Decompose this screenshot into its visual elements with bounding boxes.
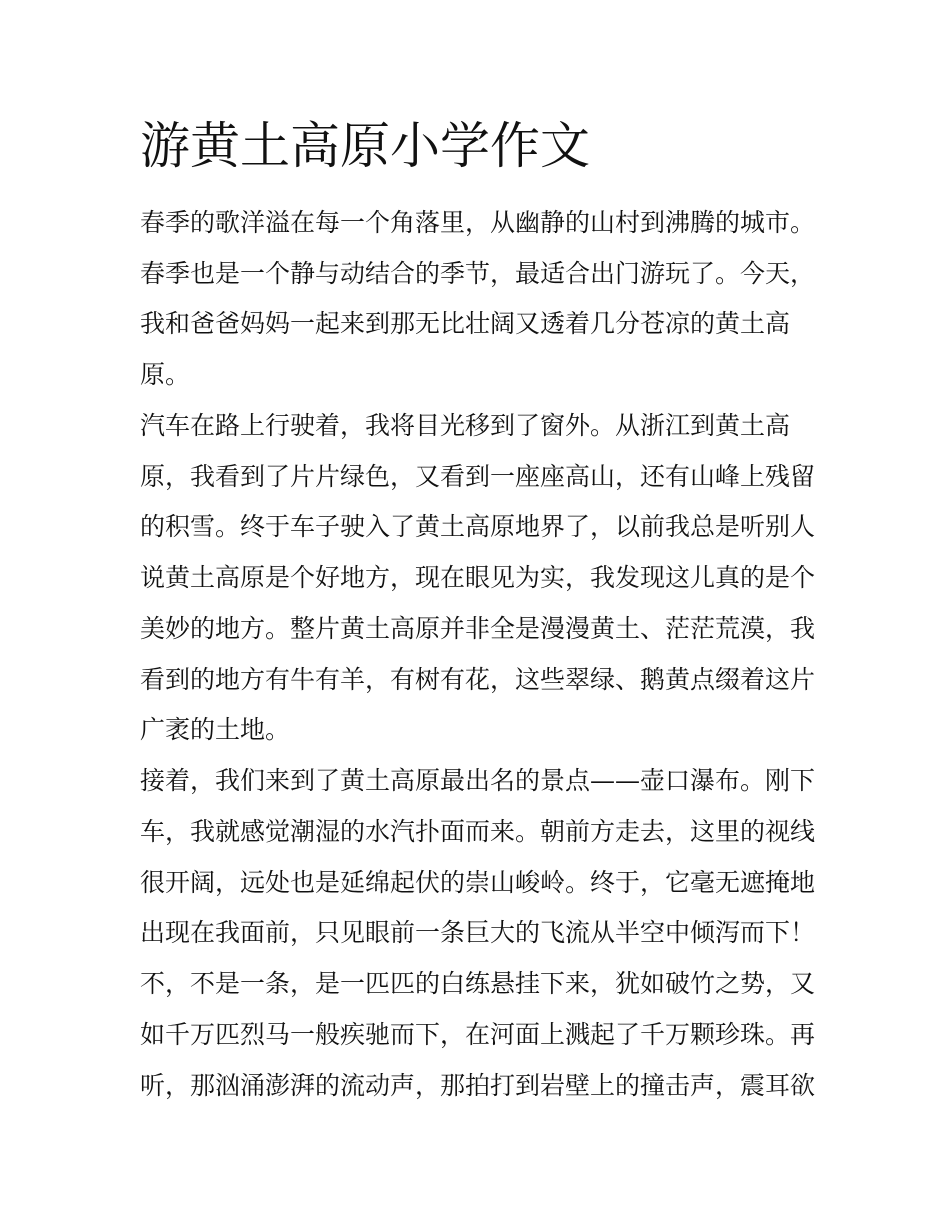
text-line-7: 的积雪。终于车子驶入了黄土高原地界了，以前我总是听别人 <box>140 512 816 541</box>
text-line-8: 说黄土高原是个好地方，现在眼见为实，我发现这儿真的是个 <box>140 563 816 592</box>
text-line-10: 看到的地方有牛有羊，有树有花，这些翠绿、鹅黄点缀着这片 <box>140 665 816 694</box>
text-line-13: 车，我就感觉潮湿的水汽扑面而来。朝前方走去，这里的视线 <box>140 817 816 846</box>
text-line-15: 出现在我面前，只见眼前一条巨大的飞流从半空中倾泻而下！ <box>140 918 816 947</box>
text-line-14: 很开阔，远处也是延绵起伏的崇山峻岭。终于，它毫无遮掩地 <box>140 868 816 897</box>
text-line-11: 广袤的土地。 <box>140 715 291 744</box>
text-line-3: 我和爸爸妈妈一起来到那无比壮阔又透着几分苍凉的黄土高 <box>140 309 791 338</box>
text-line-2: 春季也是一个静与动结合的季节，最适合出门游玩了。今天， <box>140 259 816 288</box>
text-line-12: 接着，我们来到了黄土高原最出名的景点——壶口瀑布。刚下 <box>140 766 816 795</box>
text-line-9: 美妙的地方。整片黄土高原并非全是漫漫黄土、茫茫荒漠，我 <box>140 614 816 643</box>
text-line-16: 不，不是一条，是一匹匹的白练悬挂下来，犹如破竹之势，又 <box>140 969 816 998</box>
text-line-17: 如千万匹烈马一般疾驰而下，在河面上溅起了千万颗珍珠。再 <box>140 1020 816 1049</box>
document-title: 游黄土高原小学作文 <box>140 117 590 175</box>
text-line-18: 听，那汹涌澎湃的流动声，那拍打到岩壁上的撞击声，震耳欲 <box>140 1071 816 1100</box>
text-line-5: 汽车在路上行驶着，我将目光移到了窗外。从浙江到黄土高 <box>140 411 791 440</box>
text-line-4: 原。 <box>140 360 191 389</box>
text-line-1: 春季的歌洋溢在每一个角落里，从幽静的山村到沸腾的城市。 <box>140 208 816 237</box>
text-line-6: 原，我看到了片片绿色，又看到一座座高山，还有山峰上残留 <box>140 462 816 491</box>
